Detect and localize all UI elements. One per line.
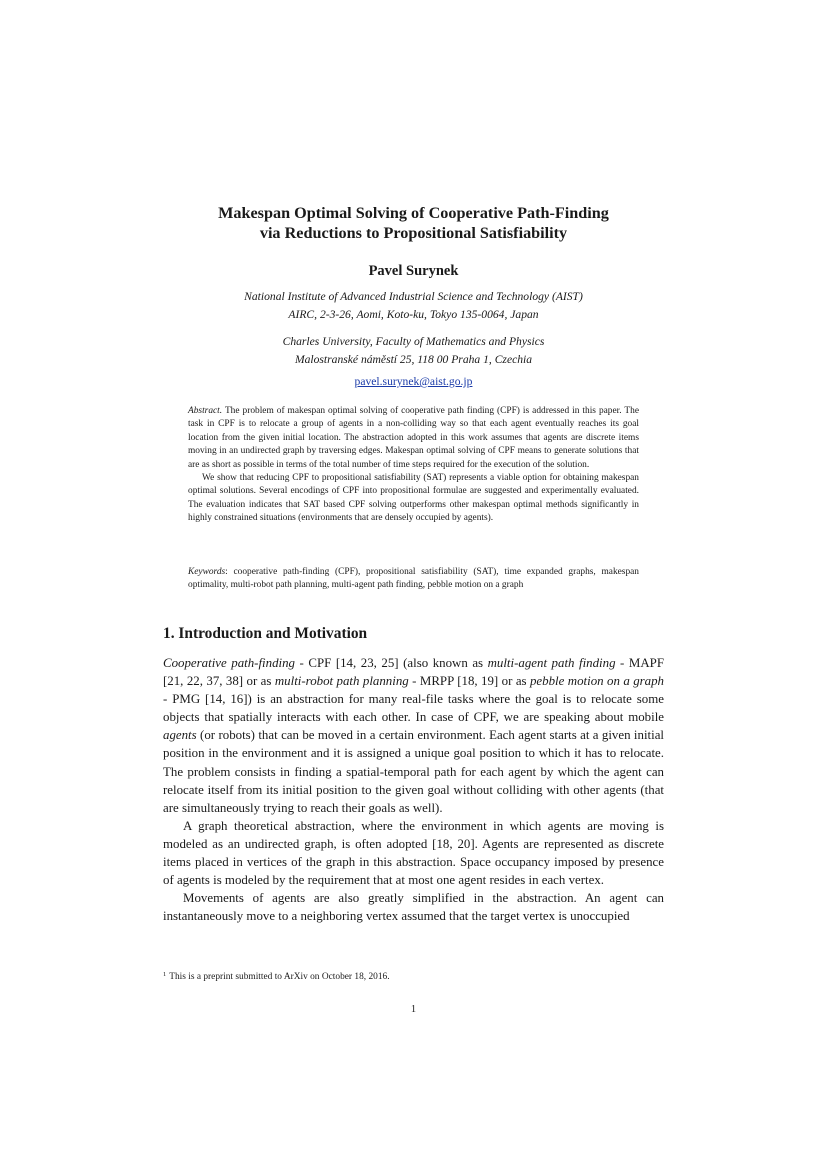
author-name: Pavel Surynek	[368, 263, 459, 279]
term-mapf: multi-agent path finding	[487, 656, 616, 670]
intro-p1-text-a: - CPF [14, 23, 25] (also known as	[295, 656, 488, 670]
term-cooperative-path-finding: Cooperative path-finding	[163, 656, 295, 670]
author-email-link[interactable]: pavel.surynek@aist.go.jp	[354, 375, 473, 388]
page-number: 1	[410, 1004, 417, 1015]
intro-paragraph-3: Movements of agents are also greatly simplified in the abstraction. An agent can instantaneously move to a neighboring vertex assumed that the target vertex is unoccupied	[163, 891, 664, 924]
intro-p1-text-b: - MAPF [21, 22, 37, 38] or as	[163, 656, 664, 689]
term-pmg: pebble motion on a graph	[529, 674, 664, 689]
footnote	[163, 969, 664, 983]
title-line-2: via Reductions to Propositional Satisfiability	[259, 224, 568, 242]
title-line-1: Makespan Optimal Solving of Cooperative Path-Finding	[218, 204, 609, 222]
abstract-paragraph-2: We show that reducing CPF to propositional satisfiability (SAT) represents a viable option for obtaining makespan optimal solutions. Several encodings of CPF into propositional formulae are suggested and experimentally evaluated. The evaluation indicates that SAT based CPF solving outperforms other makespan optimal methods significantly in highly constrained situations (environments that are densely occupied by agents).	[188, 473, 639, 524]
term-mrpp: multi-robot path planning	[274, 674, 409, 689]
affiliation-aist-line-1: National Institute of Advanced Industrial Science and Technology (AIST)	[244, 290, 583, 303]
affiliation-charles-university	[150, 333, 677, 368]
affiliation-aist	[150, 288, 677, 323]
email-block	[150, 374, 677, 390]
keywords-label: Keywords	[188, 567, 226, 577]
intro-p1-text-e: (or robots) that can be moved in a certain environment. Each agent starts at a given initial position in the environment and it is assigned a unique goal position to which it has to relocate. The problem consists in finding a spatial-temporal path for each agent by which the agent can relocate itself from its initial position to the given goal without colliding with other agents (that are simultaneously trying to reach their goals as well).	[163, 728, 664, 815]
intro-p1-text-c: - MRPP [18, 19] or as	[408, 674, 530, 689]
paper-title	[150, 203, 677, 243]
affiliation-aist-line-2: AIRC, 2-3-26, Aomi, Koto-ku, Tokyo 135-0064, Japan	[288, 307, 539, 321]
abstract-text-1: The problem of makespan optimal solving of cooperative path finding (CPF) is addressed in this paper. The task in CPF is to relocate a group of agents in a non-colliding way so that each agent eventually reaches its goal location from the given initial location. The abstraction adopted in this work assumes that agents are discrete items moving in an undirected graph by traversing edges. Makespan optimal solving of CPF means to generate solutions that are as short as possible in terms of the total number of time steps required for the execution of the solution.	[188, 406, 639, 470]
abstract-label: Abstract.	[188, 406, 223, 416]
abstract	[188, 405, 639, 526]
affiliation-cu-line-1: Charles University, Faculty of Mathematics and Physics	[282, 335, 545, 348]
term-agents: agents	[163, 728, 197, 743]
intro-paragraph-1	[163, 654, 664, 817]
intro-paragraph-2: A graph theoretical abstraction, where the environment in which agents are moving is modeled as an undirected graph, is often adopted [18, 20]. Agents are represented as discrete items placed in vertices of the graph in this abstraction. Space occupancy imposed by presence of agents is modeled by the requirement that at most one agent resides in each vertex.	[163, 818, 664, 888]
keywords-text: : cooperative path-finding (CPF), propositional satisfiability (SAT), time expanded graphs, makespan optimality, multi-robot path planning, multi-agent path finding, pebble motion on a graph	[188, 567, 639, 591]
footnote-text: This is a preprint submitted to ArXiv on October 18, 2016.	[169, 972, 390, 982]
affiliation-cu-line-2: Malostranské náměstí 25, 118 00 Praha 1, Czechia	[294, 352, 533, 366]
footnote-mark: 1	[163, 971, 167, 978]
keywords	[188, 566, 639, 593]
abstract-paragraph-1	[188, 405, 639, 472]
section-heading-introduction: 1. Introduction and Motivation	[163, 625, 368, 642]
intro-p1-text-d: - PMG [14, 16]) is an abstraction for many real-file tasks where the goal is to relocate some objects that spatially interacts with each other. In case of CPF, we are speaking about mobile	[163, 692, 664, 725]
introduction-body	[163, 654, 664, 925]
